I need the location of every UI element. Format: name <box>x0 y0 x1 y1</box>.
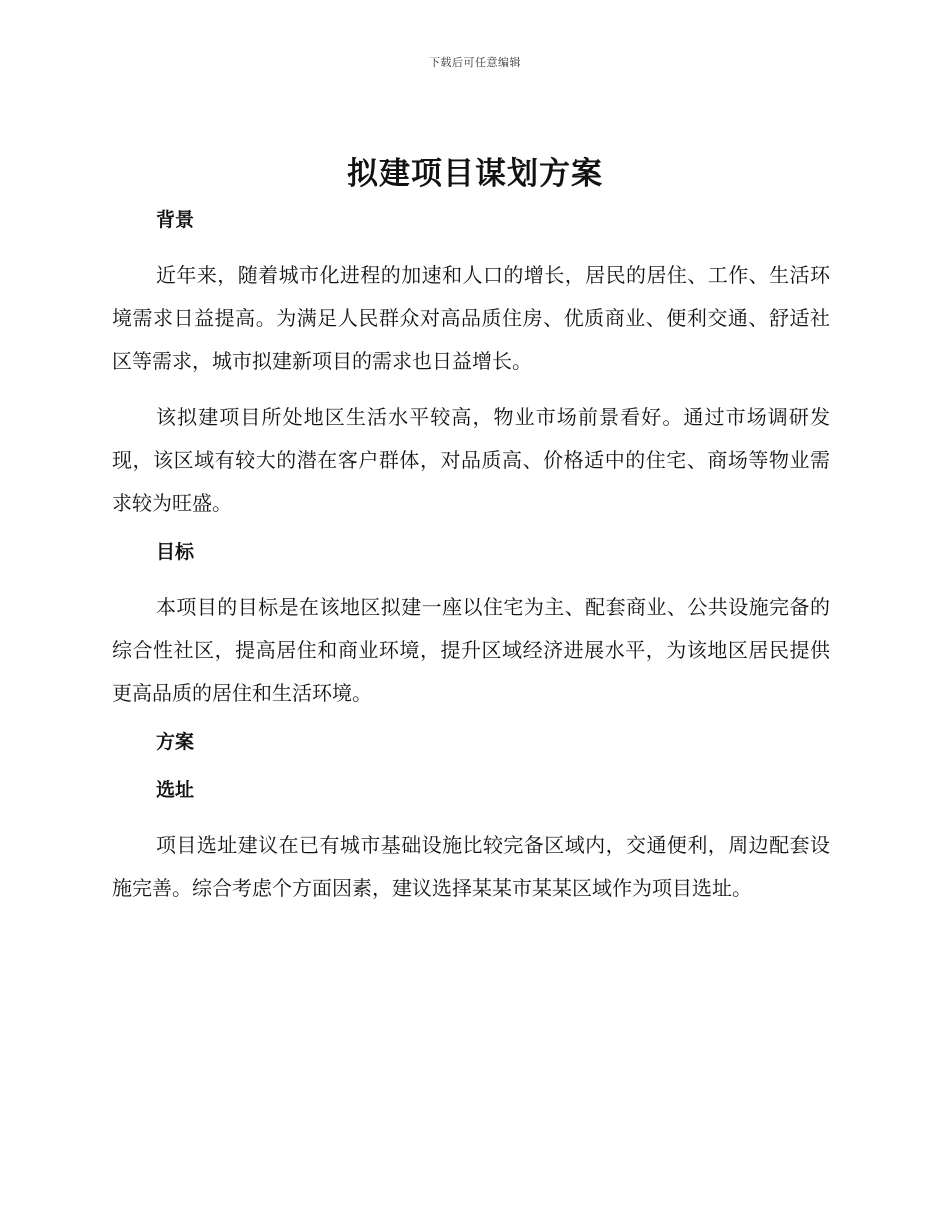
section-heading-goal: 目标 <box>156 541 195 563</box>
background-paragraph-2: 该拟建项目所处地区生活水平较高，物业市场前景看好。通过市场调研发现，该区域有较大的潜在客户群体，对品质高、价格适中的住宅、商场等物业需求较为旺盛。 <box>112 405 830 515</box>
document-body <box>112 206 830 923</box>
section-heading-plan: 方案 <box>156 731 195 753</box>
page-header-note: 下载后可任意编辑 <box>429 56 521 69</box>
document-title: 拟建项目谋划方案 <box>347 156 603 192</box>
goal-paragraph: 本项目的目标是在该地区拟建一座以住宅为主、配套商业、公共设施完备的综合性社区，提高居住和商业环境，提升区域经济进展水平，为该地区居民提供更高品质的居住和生活环境。 <box>112 595 830 705</box>
section-heading-background: 背景 <box>156 209 195 231</box>
site-paragraph: 项目选址建议在已有城市基础设施比较完备区域内，交通便利，周边配套设施完善。综合考虑个方面因素，建议选择某某市某某区域作为项目选址。 <box>112 833 830 900</box>
section-heading-site: 选址 <box>156 779 195 801</box>
background-paragraph-1: 近年来，随着城市化进程的加速和人口的增长，居民的居住、工作、生活环境需求日益提高。为满足人民群众对高品质住房、优质商业、便利交通、舒适社区等需求，城市拟建新项目的需求也日益增长。 <box>112 263 830 373</box>
